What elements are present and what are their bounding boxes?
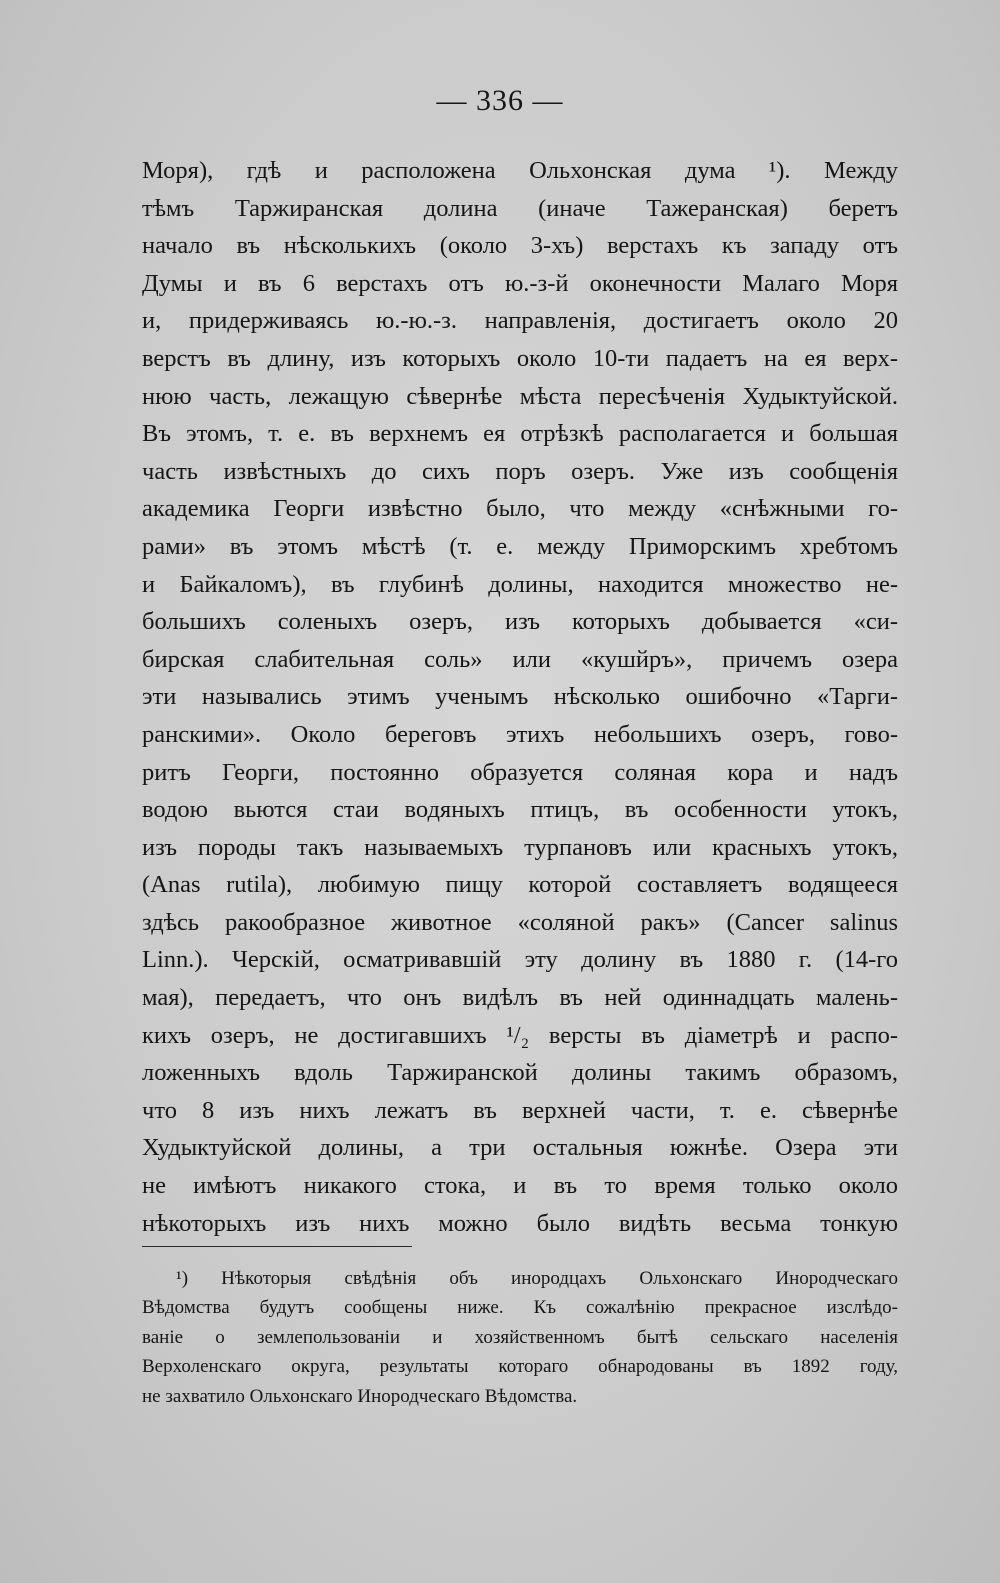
text-line: ритъ Георги, постоянно образуется соляная кора и надъ [142,758,898,786]
text-line: большихъ соленыхъ озеръ, изъ которыхъ добывается «си- [142,608,898,636]
text-line: академика Георги извѣстно было, что между «снѣжными го- [142,495,898,523]
text-line: и, придерживаясь ю.-ю.-з. направленія, достигаетъ около 20 [142,307,898,335]
text-line: Думы и въ 6 верстахъ отъ ю.-з-й оконечности Малаго Моря [142,269,898,297]
text-line: кихъ озеръ, не достигавшихъ ¹/₂ версты въ діаметрѣ и распо- [142,1021,898,1049]
text-line: верстъ въ длину, изъ которыхъ около 10-ти падаетъ на ея верх- [142,344,898,372]
text-line: рами» въ этомъ мѣстѣ (т. е. между Приморскимъ хребтомъ [142,532,898,560]
text-line: изъ породы такъ называемыхъ турпановъ или красныхъ утокъ, [142,833,898,861]
footnote-line: не захватило Ольхонскаго Инородческаго Вѣдомства. [142,1385,578,1407]
text-line: (Anas rutila), любимую пищу которой составляетъ водящееся [142,871,898,899]
text-line: Моря), гдѣ и расположена Ольхонская дума ¹). Между [142,157,898,184]
footnote-line: Вѣдомства будутъ сообщены ниже. Къ сожалѣнію прекрасное изслѣдо- [142,1297,898,1319]
footnote-line: Верхоленскаго округа, результаты котораго обнародованы въ 1892 году, [142,1356,898,1378]
text-line: водою вьются стаи водяныхъ птицъ, въ особенности утокъ, [142,796,898,824]
text-line: здѣсь ракообразное животное «соляной ракъ» (Cancer salinus [142,908,898,936]
main-text [142,152,898,1242]
text-line: эти назывались этимъ ученымъ нѣсколько ошибочно «Тарги- [142,683,898,711]
text-line: мая), передаетъ, что онъ видѣлъ въ ней одиннадцать малень- [142,984,898,1012]
text-line: начало въ нѣсколькихъ (около 3-хъ) верстахъ къ западу отъ [142,232,898,260]
text-line: часть извѣстныхъ до сихъ поръ озеръ. Уже изъ сообщенія [142,457,898,485]
text-line: ложенныхъ вдоль Таржиранской долины такимъ образомъ, [142,1059,898,1087]
text-line: нюю часть, лежащую сѣвернѣе мѣста пересѣченія Худыктуйской. [142,382,898,410]
page-number: — 336 — [436,84,564,117]
text-line: Въ этомъ, т. е. въ верхнемъ ея отрѣзкѣ располагается и большая [142,420,898,448]
text-line: Худыктуйской долины, а три остальныя южнѣе. Озера эти [142,1134,898,1162]
text-line: ранскими». Около береговъ этихъ небольшихъ озеръ, гово- [142,720,898,748]
text-line: бирская слабительная соль» или «кушйръ», причемъ озера [142,645,898,673]
footnote-divider [142,1246,412,1247]
text-line: нѣкоторыхъ изъ нихъ можно было видѣть весьма тонкую [142,1209,898,1237]
text-line: и Байкаломъ), въ глубинѣ долины, находится множество не- [142,570,898,598]
text-line: тѣмъ Таржиранская долина (иначе Тажеранская) беретъ [142,194,898,222]
text-line: не имѣютъ никакого стока, и въ то время только около [142,1172,898,1200]
text-line: что 8 изъ нихъ лежатъ въ верхней части, т. е. сѣвернѣе [142,1096,898,1124]
footnote-line: ваніе о землепользованіи и хозяйственномъ бытѣ сельскаго населенія [142,1326,898,1348]
footnote-line: ¹) Нѣкоторыя свѣдѣнія объ инородцахъ Ольхонскаго Инородческаго [176,1268,898,1289]
footnote [142,1264,898,1411]
text-line: Linn.). Черскій, осматривавшій эту долину въ 1880 г. (14-го [142,946,898,974]
